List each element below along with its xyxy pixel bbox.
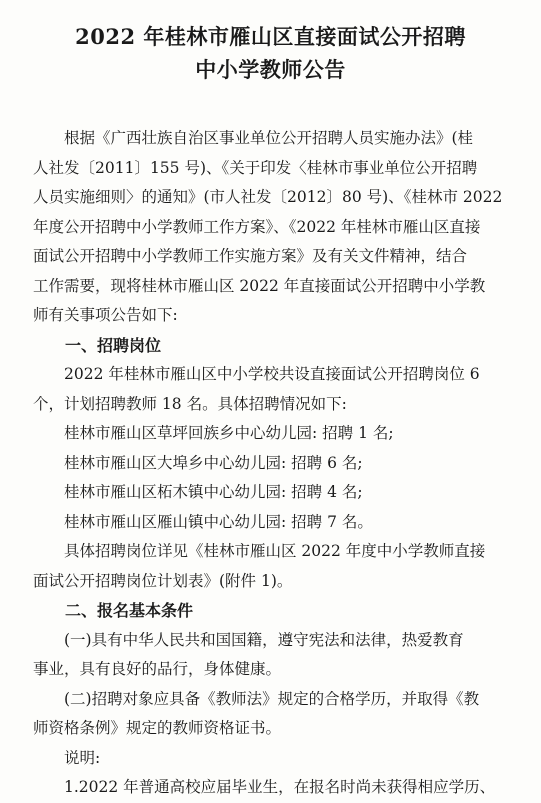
intro-line: 人社发〔2011〕155 号)、《关于印发〈桂林市事业单位公开招聘 <box>33 158 478 177</box>
intro-line: 根据《广西壮族自治区事业单位公开招聘人员实施办法》(桂 <box>64 129 474 147</box>
condition-line: (二)招聘对象应具备《教师法》规定的合格学历，并取得《教 <box>64 689 480 708</box>
condition-2 <box>33 685 508 744</box>
intro-line: 师有关事项公告如下: <box>33 306 178 324</box>
position-item: 桂林市雁山区大埠乡中心幼儿园: 招聘 6 名; <box>64 453 363 472</box>
section-1-detail <box>33 537 508 596</box>
section-1-summary <box>33 360 508 419</box>
intro-line: 工作需要，现将桂林市雁山区 2022 年直接面试公开招聘中小学教 <box>33 276 486 295</box>
position-item: 桂林市雁山区柘木镇中心幼儿园: 招聘 4 名; <box>64 483 363 501</box>
intro-line: 年度公开招聘中小学教师工作方案》、《2022 年桂林市雁山区直接 <box>33 217 481 236</box>
condition-1 <box>33 626 508 685</box>
section-2-heading: 二、报名基本条件 <box>65 601 194 620</box>
position-item: 桂林市雁山区雁山镇中心幼儿园: 招聘 7 名。 <box>64 512 373 531</box>
intro-line: 人员实施细则〉的通知》(市人社发〔2012〕80 号)、《桂林市 2022 <box>33 188 503 206</box>
note-label: 说明: <box>64 748 101 767</box>
title-line-2: 中小学教师公告 <box>195 57 346 82</box>
detail-line: 具体招聘岗位详见《桂林市雁山区 2022 年度中小学教师直接 <box>64 542 486 560</box>
condition-line: (一)具有中华人民共和国国籍，遵守宪法和法律，热爱教育 <box>64 630 464 649</box>
positions-list <box>33 419 508 537</box>
note-section <box>33 744 508 803</box>
note-item: 1.2022 年普通高校应届毕业生，在报名时尚未获得相应学历、 <box>64 778 496 796</box>
condition-line: 师资格条例》规定的教师资格证书。 <box>33 719 282 737</box>
summary-line: 2022 年桂林市雁山区中小学校共设直接面试公开招聘岗位 6 <box>64 365 480 383</box>
intro-paragraph <box>33 124 508 331</box>
title-line-1: 2022 年桂林市雁山区直接面试公开招聘 <box>75 24 466 49</box>
detail-line: 面试公开招聘岗位计划表》(附件 1)。 <box>33 571 293 590</box>
section-1-heading: 一、招聘岗位 <box>65 335 162 355</box>
summary-line: 个，计划招聘教师 18 名。具体招聘情况如下: <box>33 394 347 413</box>
intro-line: 面试公开招聘中小学教师工作实施方案》及有关文件精神，结合 <box>33 247 468 265</box>
condition-line: 事业，具有良好的品行，身体健康。 <box>33 660 282 678</box>
position-item: 桂林市雁山区草坪回族乡中心幼儿园: 招聘 1 名; <box>64 424 394 442</box>
